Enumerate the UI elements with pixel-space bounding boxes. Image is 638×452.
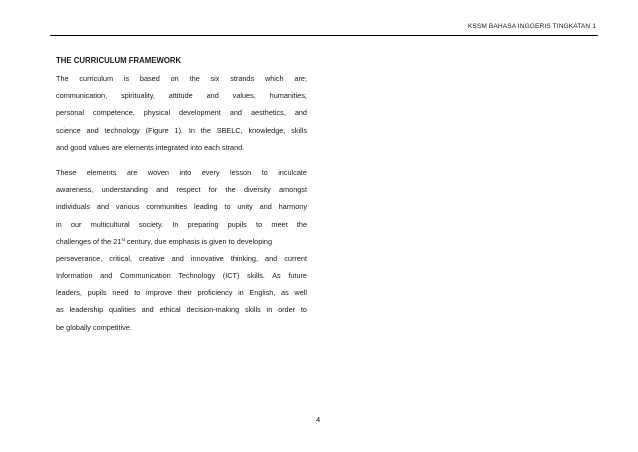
paragraph-line: as leadership qualities and ethical decision-making skills in order to bbox=[56, 305, 307, 315]
paragraph-2 bbox=[56, 164, 307, 336]
page-number: 4 bbox=[316, 415, 321, 424]
ordinal-suffix: st bbox=[121, 236, 125, 242]
header-rule bbox=[50, 35, 598, 36]
paragraph-line: perseverance, critical, creative and innovative thinking, and current bbox=[56, 253, 307, 263]
paragraph-line: The curriculum is based on the six strands which are; bbox=[56, 74, 307, 83]
paragraph-line: Information and Communication Technology (ICT) skills. As future bbox=[56, 271, 307, 281]
paragraph-line: and good values are elements integrated into each strand. bbox=[56, 142, 245, 152]
running-header: KSSM BAHASA INGGERIS TINGKATAN 1 bbox=[467, 23, 596, 30]
paragraph-line: individuals and various communities leading to unity and harmony bbox=[56, 202, 307, 212]
line-text: century, due emphasis is given to developing bbox=[124, 236, 273, 246]
paragraph-line: be globally competitive. bbox=[56, 322, 132, 332]
line-text: challenges of the 21 bbox=[56, 236, 122, 246]
section-title: THE CURRICULUM FRAMEWORK bbox=[56, 56, 182, 65]
paragraph-1 bbox=[56, 70, 307, 156]
body-column bbox=[56, 70, 307, 344]
paragraph-line: communication, spirituality, attitude and values, humanities, bbox=[56, 91, 307, 101]
paragraph-line: leaders, pupils need to improve their proficiency in English, as well bbox=[56, 288, 307, 298]
paragraph-line bbox=[56, 233, 307, 250]
paragraph-line: awareness, understanding and respect for the diversity amongst bbox=[56, 185, 307, 195]
paragraph-line: in our multicultural society. In preparing pupils to meet the bbox=[56, 219, 307, 229]
paragraph-line: science and technology (Figure 1). In the SBELC, knowledge, skills bbox=[56, 125, 307, 135]
paragraph-line: personal competence, physical development and aesthetics, and bbox=[56, 108, 307, 118]
paragraph-line: These elements are woven into every lesson to inculcate bbox=[56, 167, 307, 177]
